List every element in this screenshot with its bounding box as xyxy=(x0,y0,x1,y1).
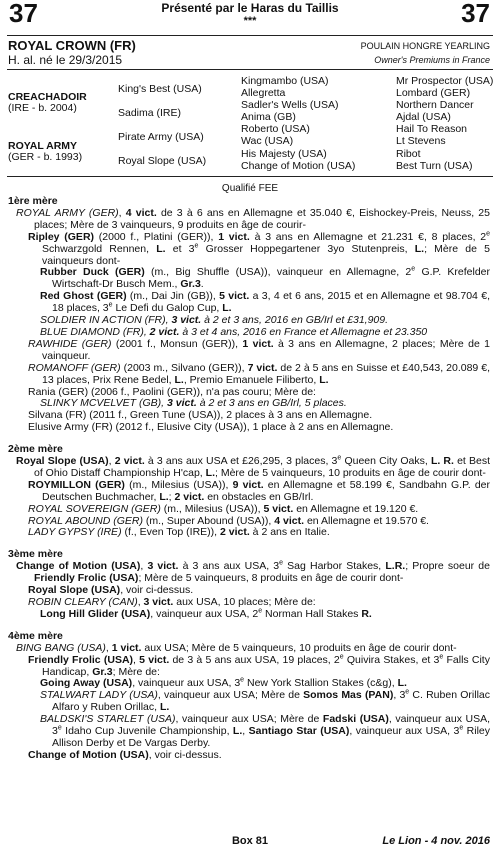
produce-entry: Friendly Frolic (USA), 5 vict. de 3 à 5 ans aux USA, 19 places, 2e Quivira Stakes, et 3e Falls City Handicap, Gr.3; Mère de: xyxy=(28,653,490,678)
section-heading-first-dam: 1ère mère xyxy=(8,195,58,207)
pedigree-gen4: Mr Prospector (USA) xyxy=(396,75,494,87)
produce-entry: RAWHIDE (GER) (2001 f., Monsun (GER)), 1 vict. à 3 ans en Allemagne, 2 places; Mère de 1 vainqueur. xyxy=(28,337,490,362)
top-rule xyxy=(7,35,493,36)
pedigree-gen3: His Majesty (USA) xyxy=(241,148,327,160)
pedigree-gen3: Kingmambo (USA) xyxy=(241,75,329,87)
produce-entry: BALDSKI'S STARLET (USA), vainqueur aux USA; Mère de Fadski (USA), vainqueur aux USA, 3e Idaho Cup Juvenile Championship, L., Santiago Star (USA), vainqueur aux USA, 3e Riley Allison Derby et De Vargas Derby. xyxy=(40,713,491,749)
pedigree-gen4: Best Turn (USA) xyxy=(396,160,473,172)
horse-name: ROYAL CROWN (FR) xyxy=(8,38,136,53)
dam-name: ROYAL ARMY xyxy=(8,140,78,152)
pedigree-gen2: Royal Slope (USA) xyxy=(118,155,207,167)
dam-record: ROYAL ARMY (GER), 4 vict. de 3 à 6 ans en Allemagne et 35.040 €, Eishockey-Preis, Neuss, 25 places; Mère de 3 vainqueurs, 9 produits en âge de courir- xyxy=(16,206,490,231)
produce-entry: Change of Motion (USA), voir ci-dessus. xyxy=(28,748,222,761)
pedigree-gen4: Ajdal (USA) xyxy=(396,111,451,123)
pedigree-rule xyxy=(7,69,493,70)
pedigree-gen3: Allegretta xyxy=(241,87,286,99)
pedigree-gen4: Ribot xyxy=(396,148,421,160)
produce-entry: STALWART LADY (USA), vainqueur aux USA; Mère de Somos Mas (PAN), 3e C. Ruben Orillac Alfaro y Ruben Orillac, L. xyxy=(40,688,490,714)
pedigree-gen3: Change of Motion (USA) xyxy=(241,160,356,172)
owner-premiums: Owner's Premiums in France xyxy=(374,55,490,65)
section-heading-third-dam: 3ème mère xyxy=(8,548,63,561)
sale-date: Le Lion - 4 nov. 2016 xyxy=(382,835,490,847)
pedigree-gen4: Hail To Reason xyxy=(396,123,468,135)
section-heading-second-dam: 2ème mère xyxy=(8,443,63,456)
produce-entry: ROBIN CLEARY (CAN), 3 vict. aux USA, 10 places; Mère de: xyxy=(28,596,316,608)
produce-entry: Silvana (FR) (2011 f., Green Tune (USA)), 2 places à 3 ans en Allemagne. xyxy=(28,409,373,422)
box-number: Box 81 xyxy=(231,835,269,847)
pedigree-gen3: Wac (USA) xyxy=(241,135,294,147)
pedigree-gen2: Sadima (IRE) xyxy=(118,107,182,119)
produce-entry: BLUE DIAMOND (FR), 2 vict. à 3 et 4 ans, 2016 en France et Allemagne et 23.350 xyxy=(40,325,428,338)
section-heading-fourth-dam: 4ème mère xyxy=(8,629,63,642)
produce-entry: ROYAL ABOUND (GER) (m., Super Abound (USA)), 4 vict. en Allemagne et 19.570 €. xyxy=(28,514,429,527)
produce-entry: Red Ghost (GER) (m., Dai Jin (GB)), 5 vict. a 3, 4 et 6 ans, 2015 et en Allemagne et 98.704 €, 18 places, 3e Le Defi du Galop Cup, L. xyxy=(40,290,490,315)
produce-entry: Elusive Army (FR) (2012 f., Elusive City (USA)), 1 place à 2 ans en Allemagne. xyxy=(28,421,394,434)
pedigree-bottom-rule xyxy=(7,176,493,177)
produce-entry: SLINKY MCVELVET (GB), 3 vict. à 2 et 3 ans en GB/Irl, 5 places. xyxy=(40,397,347,410)
pedigree-gen3: Roberto (USA) xyxy=(241,123,310,135)
pedigree-gen2: Pirate Army (USA) xyxy=(118,131,204,143)
qualification-note: Qualifié FEE xyxy=(221,183,279,194)
pedigree-gen4: Northern Dancer xyxy=(396,99,474,111)
dam-record: Royal Slope (USA), 2 vict. à 3 ans aux USA et £26,295, 3 places, 3e Queen City Oaks, L. R. et Best of Ohio Distaff Championship H'cap, L.; Mère de 5 vainqueurs, 10 produits en âge de courir dont- xyxy=(16,454,490,479)
dam-record: BING BANG (USA), 1 vict. aux USA; Mère de 5 vainqueurs, 10 produits en âge de courir dont- xyxy=(16,641,457,654)
pedigree-gen4: Lombard (GER) xyxy=(396,87,471,99)
pedigree-gen3: Anima (GB) xyxy=(241,111,296,123)
produce-entry: Royal Slope (USA), voir ci-dessus. xyxy=(28,584,194,597)
dam-record: Change of Motion (USA), 3 vict. à 3 ans aux USA, 3e Sag Harbor Stakes, L.R.; Propre soeur de Friendly Frolic (USA); Mère de 5 vainqueurs, 8 produits en âge de courir dont- xyxy=(16,559,490,585)
lot-number-right: 37 xyxy=(461,0,490,28)
sex-category: POULAIN HONGRE YEARLING xyxy=(360,41,490,51)
produce-entry: Rubber Duck (GER) (m., Big Shuffle (USA)), vainqueur en Allemagne, 2e G.P. Krefelder Wirtschaft-Dr Busch Mem., Gr.3. xyxy=(40,265,490,291)
lot-number: 37 xyxy=(9,0,38,28)
consignor-line: Présenté par le Haras du Taillis xyxy=(161,1,339,15)
produce-entry: Going Away (USA), vainqueur aux USA, 3e New York Stallion Stakes (c&g), L. xyxy=(40,676,407,690)
sire-info: (IRE - b. 2004) xyxy=(8,102,77,114)
produce-entry: ROYAL SOVEREIGN (GER) (m., Milesius (USA)), 5 vict. en Allemagne et 19.120 €. xyxy=(28,502,419,515)
produce-record xyxy=(8,196,490,762)
stars: *** xyxy=(243,15,257,27)
produce-entry: Ripley (GER) (2000 f., Platini (GER)), 1 vict. à 3 ans en Allemagne et 21.231 €, 8 places, 2e Schwarzgold Rennen, L. et 3e Grosser Hoppegartener 3yo Stutenpreis, L.; Mère de 5 vainqueurs dont- xyxy=(28,230,491,267)
pedigree-gen2: King's Best (USA) xyxy=(118,83,202,95)
produce-entry: ROYMILLON (GER) (m., Milesius (USA)), 9 vict. en Allemagne et 58.199 €, Sandbahn G.P. der Deutschen Buchmacher, L.; 2 vict. en obstacles en GB/Irl. xyxy=(28,478,491,503)
produce-entry: ROMANOFF (GER) (2003 m., Silvano (GER)), 7 vict. de 2 à 5 ans en Suisse et £40,543, 20.089 €, 13 places, Prix Rene Bedel, L., Premio Emanuele Filiberto, L. xyxy=(28,361,490,386)
pedigree-gen3: Sadler's Wells (USA) xyxy=(241,99,339,111)
dam-info: (GER - b. 1993) xyxy=(8,151,83,163)
horse-birth: H. al. né le 29/3/2015 xyxy=(8,53,123,67)
sire-name: CREACHADOIR xyxy=(8,91,87,103)
produce-entry: Long Hill Glider (USA), vainqueur aux USA, 2e Norman Hall Stakes R. xyxy=(40,607,372,620)
pedigree-gen4: Lt Stevens xyxy=(396,135,446,147)
produce-entry: Rania (GER) (2006 f., Paolini (GER)), n'a pas couru; Mère de: xyxy=(28,385,316,398)
produce-entry: LADY GYPSY (IRE) (f., Even Top (IRE)), 2 vict. à 2 ans en Italie. xyxy=(28,526,330,539)
produce-entry: SOLDIER IN ACTION (FR), 3 vict. à 2 et 3 ans, 2016 en GB/Irl et £31,909. xyxy=(40,314,389,327)
